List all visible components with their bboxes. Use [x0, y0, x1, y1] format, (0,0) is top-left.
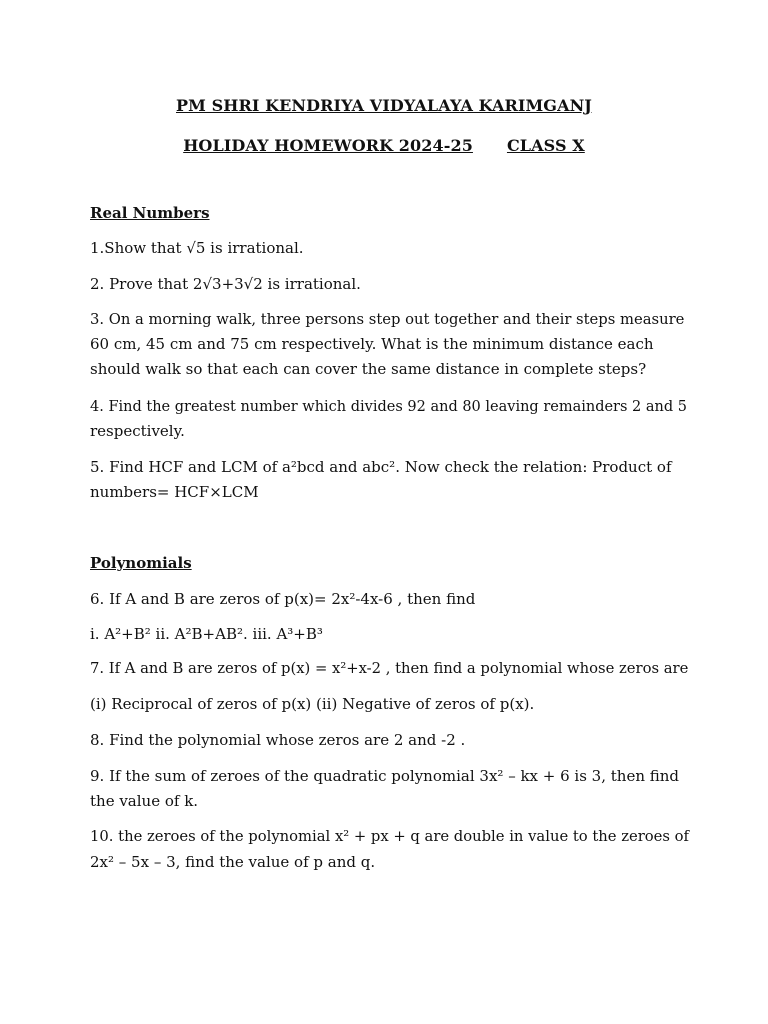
- question-3-line-2: 60 cm, 45 cm and 75 cm respectively. What is the minimum distance each: [90, 335, 654, 353]
- question-8: 8. Find the polynomial whose zeros are 2 and -2 .: [90, 731, 466, 749]
- question-2: 2. Prove that 2√3+3√2 is irrational.: [90, 275, 361, 293]
- class-label: CLASS X: [506, 136, 585, 155]
- question-3-line-3: should walk so that each can cover the same distance in complete steps?: [90, 360, 647, 378]
- question-1: 1.Show that √5 is irrational.: [90, 239, 304, 257]
- section-title-real-numbers: Real Numbers: [90, 204, 210, 222]
- question-10-line-1: 10. the zeroes of the polynomial x² + px + q are double in value to the zeroes of: [90, 828, 689, 845]
- question-5-line-2: numbers= HCF×LCM: [90, 483, 259, 501]
- question-6-parts: i. A²+B² ii. A²B+AB². iii. A³+B³: [90, 625, 323, 643]
- school-name: PM SHRI KENDRIYA VIDYALAYA KARIMGANJ: [176, 96, 592, 115]
- section-title-polynomials: Polynomials: [90, 554, 192, 572]
- homework-label: HOLIDAY HOMEWORK 2024-25: [183, 136, 473, 155]
- question-9-line-1: 9. If the sum of zeroes of the quadratic polynomial 3x² – kx + 6 is 3, then find: [90, 767, 680, 785]
- question-6: 6. If A and B are zeros of p(x)= 2x²-4x-6 , then find: [90, 590, 476, 608]
- question-5-line-1: 5. Find HCF and LCM of a²bcd and abc². Now check the relation: Product of: [90, 458, 672, 476]
- question-4-line-2: respectively.: [90, 422, 185, 440]
- school-title: [0, 96, 768, 115]
- question-3-line-1: 3. On a morning walk, three persons step out together and their steps measure: [90, 311, 685, 328]
- question-9-line-2: the value of k.: [90, 792, 199, 810]
- question-7: 7. If A and B are zeros of p(x) = x²+x-2 , then find a polynomial whose zeros are: [90, 660, 689, 677]
- question-10-line-2: 2x² – 5x – 3, find the value of p and q.: [90, 853, 376, 871]
- question-7-parts: (i) Reciprocal of zeros of p(x) (ii) Negative of zeros of p(x).: [90, 695, 535, 713]
- homework-title: [0, 136, 768, 155]
- question-4-line-1: 4. Find the greatest number which divides 92 and 80 leaving remainders 2 and 5: [90, 399, 687, 415]
